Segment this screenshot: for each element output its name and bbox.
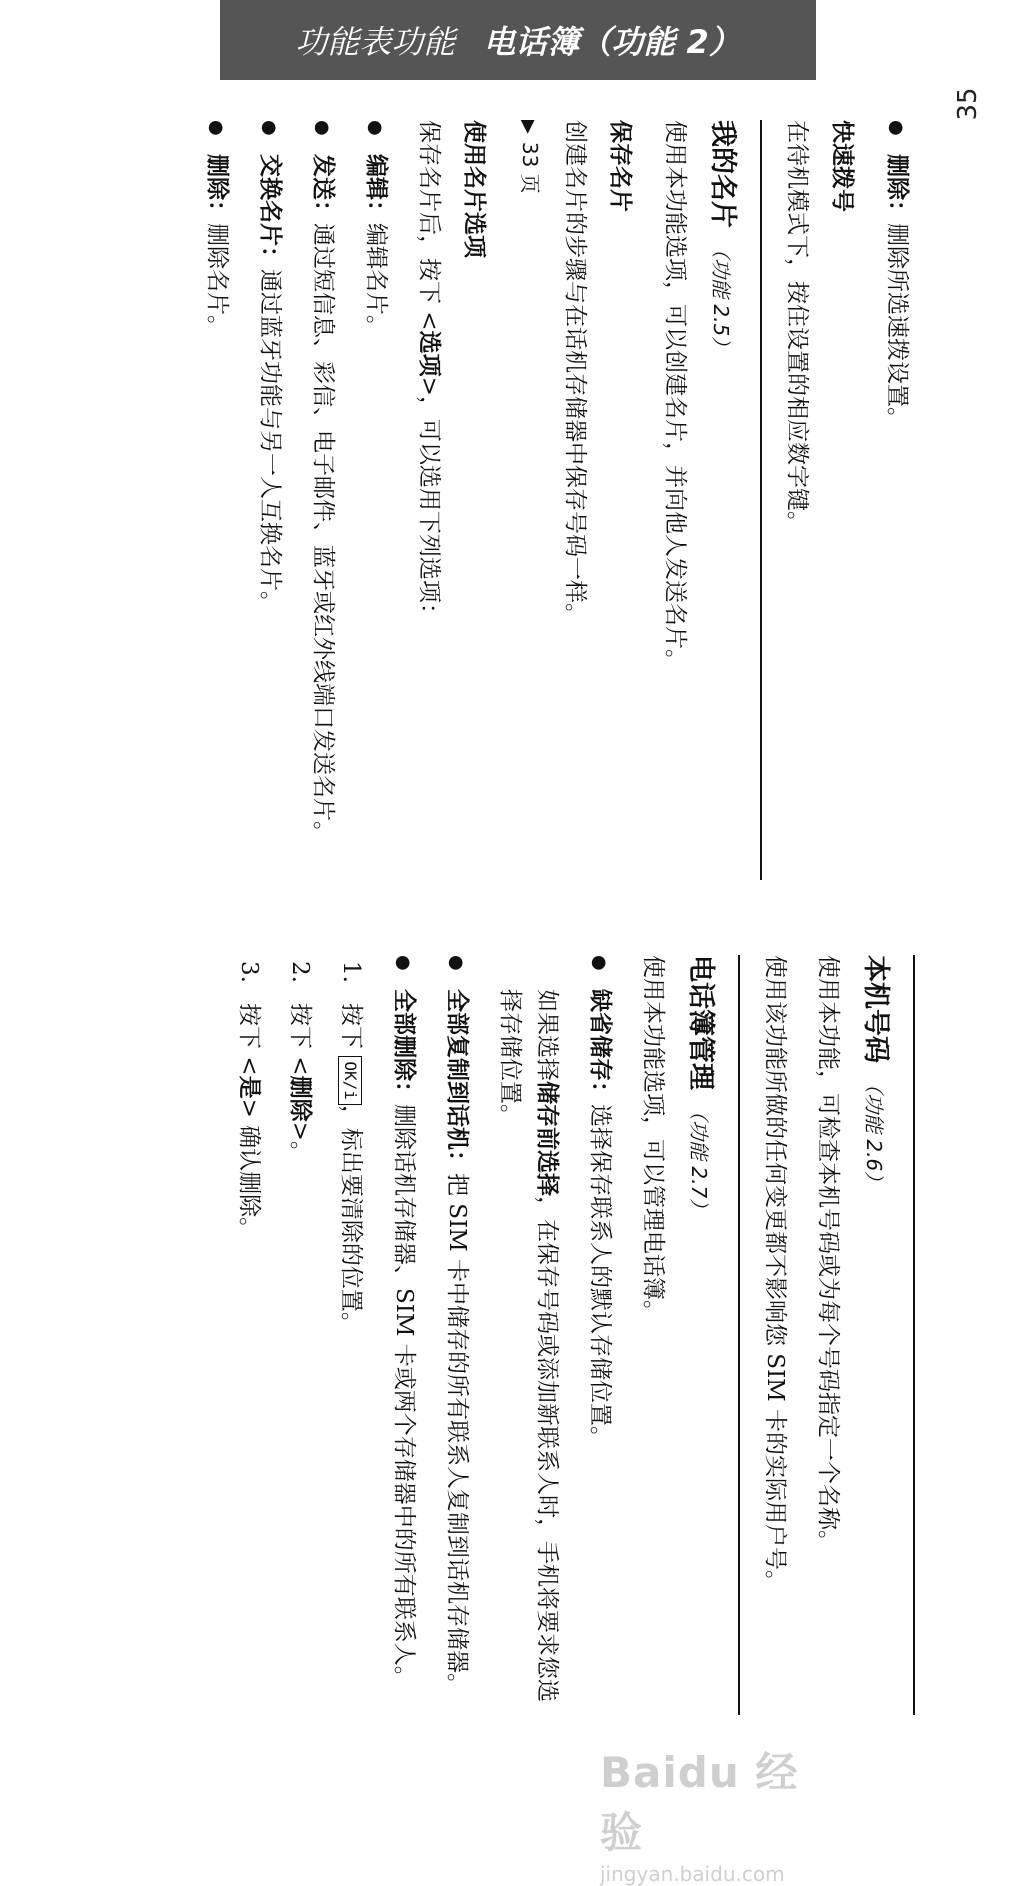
watermark-url: jingyan.baidu.com (600, 1862, 785, 1886)
own-number-p2: 使用该功能所做的任何变更都不影响您 SIM 卡的实际用户号。 (762, 955, 788, 1594)
section-rule (738, 955, 740, 1715)
own-number-func: （功能 2.6） (862, 1073, 886, 1192)
watermark-logo: Baidu 经验 (600, 1748, 799, 1857)
page-number: 35 (953, 87, 983, 121)
my-namecard-func: （功能 2.5） (709, 238, 733, 357)
delete-all-bullet: ● 全部删除：删除话机存储器、SIM 卡或两个存储器中的所有联系人。 (385, 955, 422, 1715)
header-category: 功能表功能 (295, 23, 456, 61)
phonebook-mgmt-func: （功能 2.7） (687, 1100, 711, 1219)
quick-dial-text: 在待机模式下，按住设置的相应数字键。 (784, 120, 810, 534)
step-3: 3. 按下 <是> 确认删除。 (236, 961, 262, 1241)
header-title: 电话簿（功能 2） (483, 23, 741, 61)
reference-arrow-icon: ▶ (518, 120, 539, 134)
own-number-title: 本机号码 (860, 955, 891, 1063)
namecard-options-intro: 保存名片后，按下 <选项>，可以选用下列选项： (416, 120, 442, 626)
option-exchange: ● 交换名片：通过蓝牙功能与另一人互换名片。 (251, 120, 288, 880)
bullet-text: 删除所选速拨设置。 (884, 223, 910, 430)
page-header (220, 0, 816, 80)
my-namecard-text: 使用本功能选项，可以创建名片，并向他人发送名片。 (662, 120, 688, 672)
baidu-watermark (600, 1740, 820, 1886)
default-storage-bullet: ● 缺省储存：选择保存联系人的默认存储位置。 (581, 955, 618, 1715)
option-delete: ● 删除：删除名片。 (198, 120, 235, 880)
save-namecard-text: 创建名片的步骤与在话机存储器中保存号码一样。 (562, 120, 588, 626)
ok-key-icon: OK/i (338, 1056, 362, 1105)
section-rule (760, 120, 762, 880)
copy-all-bullet: ● 全部复制到话机：把 SIM 卡中储存的所有联系人复制到话机存储器。 (438, 955, 475, 1715)
phonebook-mgmt-intro: 使用本功能选项，可以管理电话簿。 (640, 955, 666, 1323)
default-storage-note: 如果选择储存前选择，在保存号码或添加新联系人时，手机将要求您选择存储位置。 (497, 989, 560, 1702)
phonebook-mgmt-heading (679, 955, 720, 1715)
own-number-heading (854, 955, 895, 1715)
right-column (105, 955, 915, 1715)
my-namecard-title: 我的名片 (707, 120, 738, 228)
section-rule (913, 955, 915, 1715)
left-column (105, 120, 915, 880)
step-1: 1. 按下 OK/i，标出要清除的位置。 (338, 961, 364, 1335)
reference-text: 33 页 (518, 141, 542, 194)
step-2: 2. 按下 <删除>。 (287, 961, 313, 1164)
page-reference (510, 120, 548, 880)
namecard-options-heading: 使用名片选项 (461, 120, 487, 258)
option-edit: ● 编辑：编辑名片。 (357, 120, 394, 880)
phonebook-mgmt-title: 电话簿管理 (685, 955, 716, 1090)
quick-dial-heading: 快速拨号 (829, 120, 855, 212)
save-namecard-heading: 保存名片 (607, 120, 633, 212)
own-number-p1: 使用本功能，可检查本机号码或为每个号码指定一个名称。 (815, 955, 841, 1553)
option-send: ● 发送：通过短信息、彩信、电子邮件、蓝牙或红外线端口发送名片。 (304, 120, 341, 880)
delete-speed-dial-bullet (878, 120, 915, 880)
rotated-page-body (105, 120, 915, 1770)
my-namecard-heading (701, 120, 742, 880)
bullet-label: 删除： (884, 154, 910, 223)
